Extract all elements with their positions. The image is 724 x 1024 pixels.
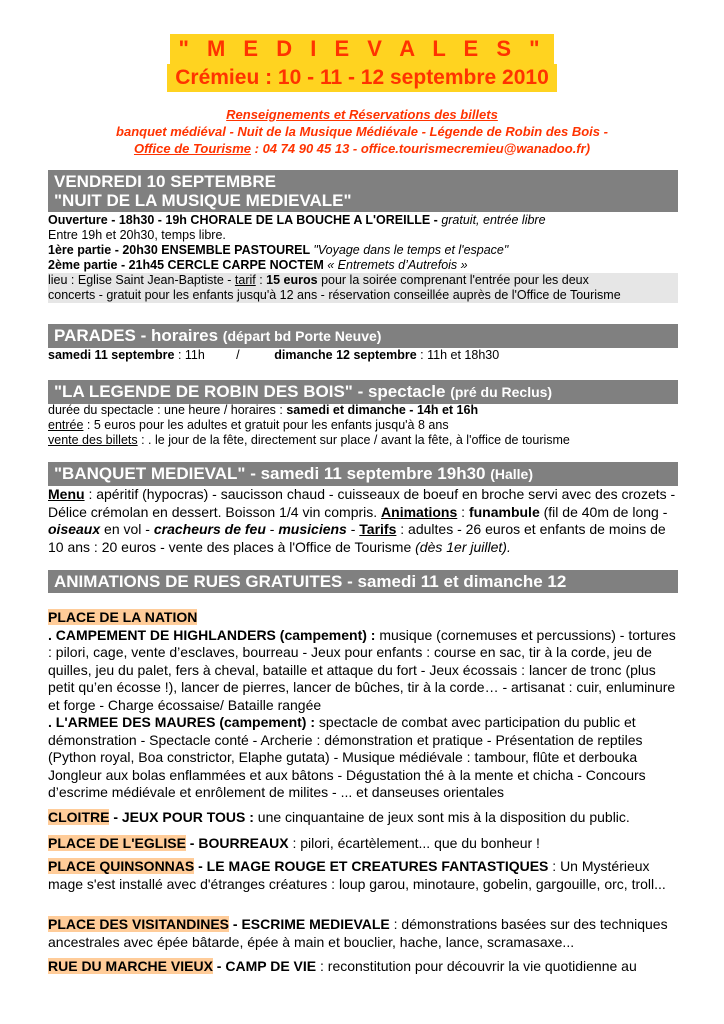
anim-oiseaux: oiseaux [48,521,101,537]
lieu-box [48,273,678,303]
robin-details [48,403,678,448]
visitandines-label: PLACE DES VISITANDINES [48,916,229,932]
banquet-tarifs-date: (dès 1er juillet). [415,538,511,555]
office-link[interactable]: Office de Tourisme [133,141,252,156]
robin-entree-text: : 5 euros pour les adultes et gratuit pour les enfants jusqu'à 8 ans [83,418,449,432]
anim-sep: : [457,503,469,520]
banquet-details [48,486,678,556]
office-contact: : 04 74 90 45 13 - office.tourismecremieu@wanadoo.fr) [251,141,591,156]
place-nation-label: PLACE DE LA NATION [48,609,198,625]
maures-title: . L'ARMEE DES MAURES (campement) : [48,714,316,730]
banquet-title: "BANQUET MEDIEVAL" - samedi 11 septembre 19h30 [54,464,491,483]
parades-title: PARADES - horaires [54,326,223,345]
p1-subtitle: "Voyage dans le temps et l'espace" [313,243,509,257]
quinsonnas-label: PLACE QUINSONNAS [48,858,195,874]
p2-label: 2ème partie [48,258,118,272]
visitandines-text: : démonstrations basées sur des techniques ancestrales avec épée bâtarde, épée à main et bouclier, hache, lance, scramasaxe... [48,916,668,950]
campement-text: musique (cornemuses et percussions) - tortures : pilori, cage, vente d’esclaves, bourreau - Jeux pour enfants : course en sac, tir à la corde, jeu de quilles, jeu du palet, fers à cheval, bataille et attaque du fort - Jeux écossais : lancer de tronc (plus petit qu’en écosse !), lancer de pierres, lancer de bûches, tir à la corde… - artisanat : cuir, enluminure et forge - Charge écossaise/ Bataille rangée [48,626,676,713]
anim-text-1: (fil de 40m de long - [539,503,668,520]
visitandines-entry [48,916,678,951]
cloitre-label: CLOITRE [48,809,110,825]
page-subtitle [0,64,724,92]
menu-text: : apéritif (hypocras) - saucisson chaud - cuisseaux de boeuf en broche servi avec des crozets - Délice crémolan en dessert. Boisson 1/4 vin compris. [48,486,676,520]
robin-title: "LA LEGENDE DE ROBIN DES BOIS" - spectacle [54,382,451,401]
banquet-subtitle: (Halle) [490,466,534,482]
quinsonnas-text: : Un Mystérieux mage s'est installé avec d'étranges créatures : loup garou, minotaure, gobelin, gargouille, orc, troll... [48,858,666,892]
marche-vieux-entry [48,958,678,976]
p1-title: - 20h30 ENSEMBLE PASTOUREL [111,243,314,257]
eglise-text: : pilori, écartèlement... que du bonheur ! [288,835,540,851]
anim-text-3: - [265,521,279,537]
visitandines-title: - ESCRIME MEDIEVALE [229,916,390,932]
anim-text-4: - [346,521,360,537]
marche-vieux-label: RUE DU MARCHE VIEUX [48,958,213,974]
robin-vente-label: vente des billets [48,433,138,447]
maures-text: spectacle de combat avec participation du public et démonstration - Spectacle conté - Archerie : démonstration et pratique - Présentation de reptiles (Python royal, Boa constrictor, Elaphe gutata) - Musique médiévale : tambour, flûte et derbouka Jongleur aux bolas enflammées et aux bâtons - Dégustation thé à la mente et chicha - Concours d’escrime médiévale et enrôlement de milites - ... et danseuses orientales [48,714,646,800]
anim-cracheurs: cracheurs de feu [153,521,266,537]
tarif-price: 15 euros [266,273,318,287]
info-line2: banquet médiéval - Nuit de la Musique Médiévale - Légende de Robin des Bois - [116,124,608,139]
p2-subtitle: « Entremets d’Autrefois » [327,258,468,272]
subtitle-text: Crémieu : 10 - 11 - 12 septembre 2010 [167,64,557,92]
parades-sun-label: dimanche 12 septembre [274,348,417,362]
robin-entree-label: entrée [48,418,84,432]
section-header-parades [48,324,678,348]
anim-musiciens: musiciens [278,521,347,537]
parades-sun-value: : 11h et 18h30 [416,348,500,362]
animations-title: ANIMATIONS DE RUES GRATUITES - samedi 11 et dimanche 12 [54,572,567,591]
animations-details [48,609,678,802]
vendredi-bar1: VENDREDI 10 SEPTEMBRE [54,172,276,191]
section-header-animations [48,570,678,593]
tarif-label: tarif [234,273,256,287]
marche-vieux-title: - CAMP DE VIE [212,958,317,974]
robin-hours: samedi et dimanche - 14h et 16h [286,403,479,417]
banquet-tarifs-label: Tarifs [359,521,397,537]
parades-details [48,348,678,363]
cloitre-entry [48,809,678,827]
robin-subtitle: (pré du Reclus) [450,384,553,400]
cloitre-text: une cinquantaine de jeux sont mis à la disposition du public. [253,809,630,825]
robin-duration: durée du spectacle : une heure / horaires : [48,403,287,417]
section-header-robin [48,380,678,404]
anim-text-2: en vol - [100,521,154,537]
ouverture-label: Ouverture - 18h30 - 19h CHORALE DE LA BOUCHE A L'OREILLE - [48,213,442,227]
parades-sat-label: samedi 11 septembre [48,348,175,362]
quinsonnas-entry [48,858,678,893]
section-header-banquet [48,462,678,486]
lieu-text: lieu : Eglise Saint Jean-Baptiste - [48,273,235,287]
marche-vieux-text: : reconstitution pour découvrir la vie quotidienne au [316,958,637,974]
vendredi-bar2: "NUIT DE LA MUSIQUE MEDIEVALE" [54,191,352,210]
page-title [0,34,724,64]
menu-label: Menu [48,486,85,502]
lieu-sep: : [255,273,267,287]
parades-subtitle: (départ bd Porte Neuve) [222,328,382,344]
anim-funambule: funambule [468,503,540,520]
p2-title: - 21h45 CERCLE CARPE NOCTEM [117,258,328,272]
banquet-animations-label: Animations [381,503,458,520]
robin-vente-text: : . le jour de la fête, directement sur place / avant la fête, à l'office de tourisme [137,433,570,447]
p1-label: 1ère partie [48,243,112,257]
entre-text: Entre 19h et 20h30, temps libre. [48,228,226,242]
info-block [0,106,724,157]
eglise-label: PLACE DE L'EGLISE [48,835,186,851]
lieu-text-2: pour la soirée comprenant l'entrée pour les deux [317,273,589,287]
eglise-title: - BOURREAUX [185,835,289,851]
quinsonnas-title: - LE MAGE ROUGE ET CREATURES FANTASTIQUES [194,858,549,874]
banquet-tarifs-text: : adultes - 26 euros et enfants de moins de 10 ans : 20 euros - vente des places à l'Office de Tourisme [48,521,666,555]
eglise-entry [48,835,678,853]
lieu-text-3: concerts - gratuit pour les enfants jusqu'à 12 ans - réservation conseillée auprès de l'Office de Tourisme [48,288,621,302]
cloitre-title: - JEUX POUR TOUS : [109,809,254,825]
info-line1: Renseignements et Réservations des billets [226,107,498,122]
parades-sat-value: : 11h / [174,348,275,362]
section-header-vendredi [48,170,678,212]
title-text: " M E D I E V A L E S " [170,34,553,64]
ouverture-note: gratuit, entrée libre [441,213,546,227]
vendredi-details [48,213,678,303]
campement-title: . CAMPEMENT DE HIGHLANDERS (campement) : [48,626,376,643]
